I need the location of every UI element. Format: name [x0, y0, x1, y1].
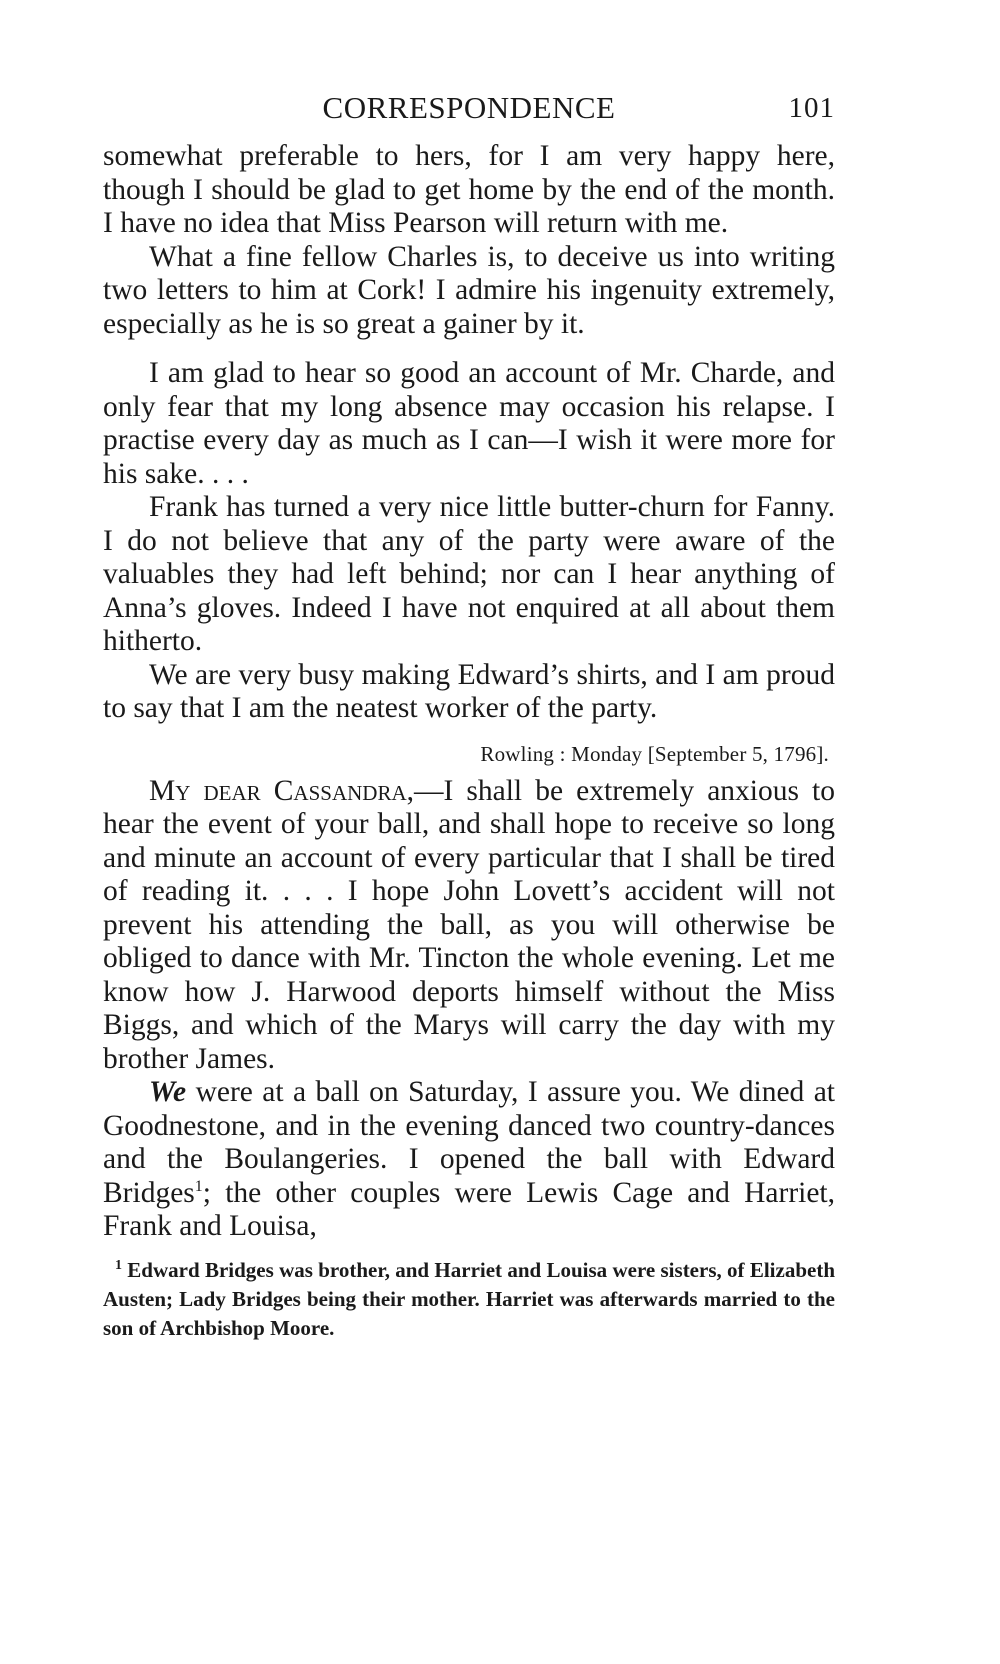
book-page	[103, 90, 835, 1343]
letter-paragraph-saturday-text: were at a ball on Saturday, I assure you. We dined at Goodnestone, and in the evening danced two country-dances and the Boulangeries. I opened the ball with Edward Bridges	[103, 1076, 835, 1209]
footnote	[103, 1256, 835, 1343]
paragraph-charles: What a fine fellow Charles is, to deceive us into writing two letters to him at Cork! I admire his ingenuity extremely, especially as he is so great a gainer by it.	[103, 240, 835, 340]
body-text	[103, 140, 835, 1244]
running-title: CORRESPONDENCE	[322, 90, 616, 125]
paragraph-continued: somewhat preferable to hers, for I am very happy here, though I should be glad to get home by the end of the month. I have no idea that Miss Pearson will return with me.	[103, 140, 835, 239]
emphasized-we: We	[149, 1076, 187, 1108]
letter-salutation: My dear Cassandra,	[149, 774, 414, 807]
letter-paragraph-ball-text: —I shall be extremely anxious to hear the event of your ball, and shall hope to receive so long and minute an account of every particular that I shall be tired of reading it. . . . I hope John Lovett’s accident will not prevent his attending the ball, as you will otherwise be obliged to dance with Mr. Tincton the whole evening. Let me know how J. Harwood deports himself without the Miss Biggs, and which of the Marys will carry the day with my brother James.	[103, 774, 835, 1075]
letter-paragraph-saturday-end: ; the other couples were Lewis Cage and Harriet, Frank and Louisa,	[103, 1176, 835, 1242]
paragraph-butter-churn: Frank has turned a very nice little butter-churn for Fanny. I do not believe that any of the party were aware of the valuables they had left behind; nor can I hear anything of Anna’s gloves. Indeed I have not enquired at all about them hitherto.	[103, 491, 835, 657]
footnote-text: Edward Bridges was brother, and Harriet and Louisa were sisters, of Elizabeth Austen; Lady Bridges being their mother. Harriet was afterwards married to the son of Archbishop Moore.	[103, 1257, 835, 1340]
page-number: 101	[788, 92, 835, 124]
footnote-reference[interactable]: 1	[194, 1177, 203, 1195]
running-head	[103, 90, 835, 140]
letter-paragraph-ball	[103, 775, 835, 1077]
footnote-marker: 1	[115, 1257, 122, 1273]
letter-paragraph-saturday	[103, 1076, 835, 1244]
paragraph-mr-charde: I am glad to hear so good an account of Mr. Charde, and only fear that my long absence may occasion his relapse. I practise every day as much as I can—I wish it were more for his sake. . . .	[103, 357, 835, 490]
paragraph-shirts: We are very busy making Edward’s shirts, and I am proud to say that I am the neatest worker of the party.	[103, 658, 835, 724]
letter-dateline: Rowling : Monday [September 5, 1796].	[480, 741, 829, 766]
